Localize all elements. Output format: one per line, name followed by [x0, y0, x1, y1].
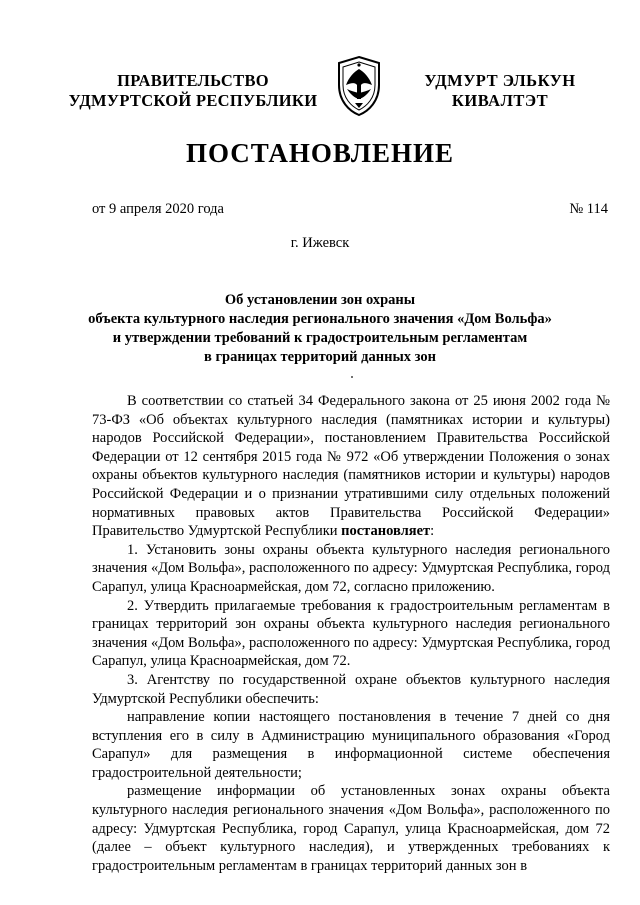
resolution-title-line-1: Об установлении зон охраны [224, 292, 416, 308]
decorative-dot [351, 376, 353, 378]
resolution-title-line-3: и утверждении требований к градостроительным регламентам [112, 330, 528, 346]
government-name-udmurt-line-1: УДМУРТ ЭЛЬКУН [424, 71, 576, 90]
document-number: № 114 [569, 201, 608, 217]
document-body [92, 392, 610, 875]
item-2-paragraph: 2. Утвердить прилагаемые требования к градостроительным регламентам в границах территорий зон охраны объекта культурного наследия регионального значения «Дом Вольфа», расположенного по адресу: Удмуртская Республика, город Сарапул, улица Красноармейская, дом 72. [92, 597, 610, 670]
intro-paragraph [92, 392, 610, 541]
item-3-paragraph: 3. Агентству по государственной охране объектов культурного наследия Удмуртской Республики обеспечить: [92, 671, 610, 707]
resolution-title-line-2: объекта культурного наследия регионального значения «Дом Вольфа» [88, 311, 552, 327]
intro-colon: : [430, 523, 435, 540]
document-header [0, 55, 640, 125]
government-name-line-1: ПРАВИТЕЛЬСТВО [117, 71, 269, 90]
document-type-title: ПОСТАНОВЛЕНИЕ [185, 138, 455, 168]
intro-decree-word: постановляет [341, 523, 431, 540]
resolution-title-line-4: в границах территорий данных зон [204, 349, 436, 365]
intro-text: В соответствии со статьей 34 Федерального закона от 25 июня 2002 года № 73-ФЗ «Об объектах культурного наследия (памятниках истории и культуры) народов Российской Федерации», постановлением Правительства Российской Федерации от 12 сентября 2015 года № 972 «Об утверждении Положения о зонах охраны объектов культурного наследия (памятников истории и культуры) народов Российской Федерации и о признании утратившими силу отдельных положений нормативных правовых актов Правительства Российской Федерации» Правительство Удмуртской Республики [92, 393, 610, 540]
item-3a-paragraph: направление копии настоящего постановления в течение 7 дней со дня вступления его в силу в Администрацию муниципального образования «Город Сарапул» для размещения в информационной системе обеспечения градостроительной деятельности; [92, 709, 610, 781]
government-name-line-2: УДМУРТСКОЙ РЕСПУБЛИКИ [68, 91, 318, 110]
item-3b-paragraph: размещение информации об установленных зонах охраны объекта культурного наследия регионального значения «Дом Вольфа», расположенного по адресу: Удмуртская Республика, город Сарапул, улица Красноармейская, дом 72 (далее – объект культурного наследия), и утвержденных требованиях к градостроительным регламентам в границах территорий данных зон в [92, 783, 610, 874]
item-1-paragraph: 1. Установить зоны охраны объекта культурного наследия регионального значения «Дом Вольфа», расположенного по адресу: Удмуртская Республика, город Сарапул, улица Красноармейская, дом 72, согласно приложению. [92, 541, 610, 595]
government-name-udmurt [400, 71, 600, 111]
document-date: от 9 апреля 2020 года [92, 201, 224, 217]
coat-of-arms-icon [333, 55, 385, 117]
document-city: г. Ижевск [290, 235, 350, 251]
resolution-title [80, 291, 560, 367]
government-name-udmurt-line-2: КИВАЛТЭТ [451, 91, 549, 110]
government-name-russian [58, 71, 328, 111]
